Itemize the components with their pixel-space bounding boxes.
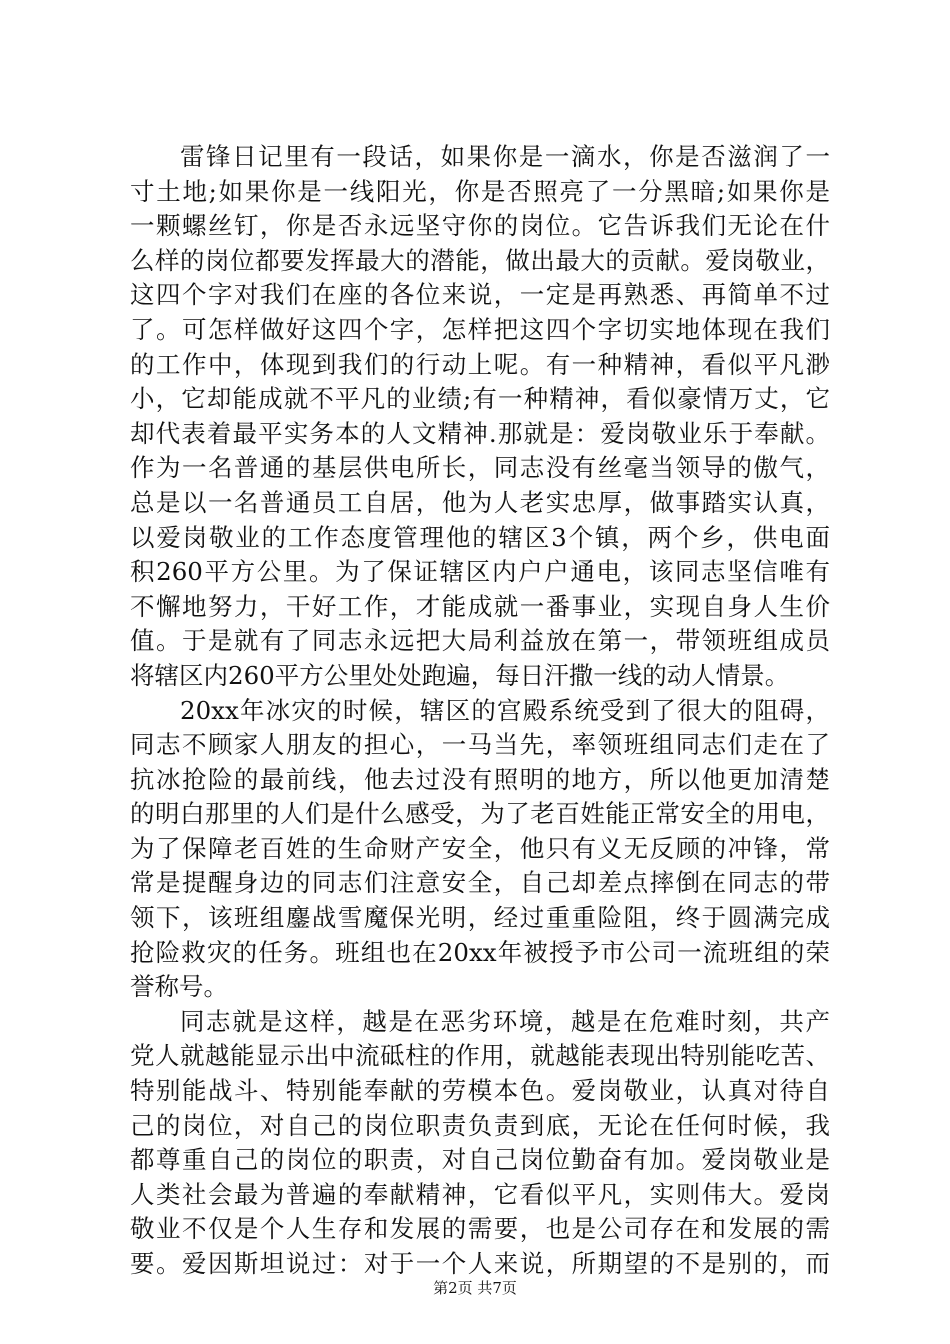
text-line: 都尊重自己的岗位的职责，对自己岗位勤奋有加。爱岗敬业是	[130, 1145, 830, 1175]
text-line: 常是提醒身边的同志们注意安全，自己却差点摔倒在同志的带	[130, 868, 830, 898]
text-line: 了。可怎样做好这四个字，怎样把这四个字切实地体现在我们	[130, 314, 830, 344]
text-line: 作为一名普通的基层供电所长，同志没有丝毫当领导的傲气，	[130, 453, 830, 483]
text-line: 值。于是就有了同志永远把大局利益放在第一，带领班组成员	[130, 626, 830, 656]
text-line: 党人就越能显示出中流砥柱的作用，就越能表现出特别能吃苦、	[130, 1041, 830, 1071]
text-line: 雷锋日记里有一段话，如果你是一滴水，你是否滋润了一	[180, 142, 830, 171]
text-line: 寸土地;如果你是一线阳光，你是否照亮了一分黑暗;如果你是	[130, 176, 830, 206]
text-line: 不懈地努力，干好工作，才能成就一番事业，实现自身人生价	[130, 591, 830, 621]
text-line: 同志不顾家人朋友的担心，一马当先，率领班组同志们走在了	[130, 730, 830, 760]
text-line: 以爱岗敬业的工作态度管理他的辖区3个镇，两个乡，供电面	[130, 522, 830, 552]
text-line: 20xx年冰灾的时候，辖区的宫殿系统受到了很大的阻碍，	[180, 695, 830, 725]
text-line: 这四个字对我们在座的各位来说，一定是再熟悉、再简单不过	[130, 280, 830, 310]
paragraph-1	[130, 140, 830, 694]
text-line: 同志就是这样，越是在恶劣环境，越是在危难时刻，共产	[180, 1006, 830, 1036]
text-line: 将辖区内260平方公里处处跑遍，每日汗撒一线的动人情景。	[130, 660, 790, 690]
text-line: 么样的岗位都要发挥最大的潜能，做出最大的贡献。爱岗敬业，	[130, 245, 830, 275]
text-line: 却代表着最平实务本的人文精神.那就是：爱岗敬业乐于奉献。	[130, 418, 830, 448]
text-line: 的工作中，体现到我们的行动上呢。有一种精神，看似平凡渺	[130, 349, 830, 379]
text-line: 为了保障老百姓的生命财产安全，他只有义无反顾的冲锋，常	[130, 833, 830, 863]
document-body	[130, 140, 830, 1282]
text-line: 特别能战斗、特别能奉献的劳模本色。爱岗敬业，认真对待自	[130, 1076, 830, 1106]
text-line: 抢险救灾的任务。班组也在20xx年被授予市公司一流班组的荣	[130, 937, 830, 967]
text-line: 积260平方公里。为了保证辖区内户户通电，该同志坚信唯有	[130, 557, 830, 587]
text-line: 总是以一名普通员工自居，他为人老实忠厚，做事踏实认真，	[130, 487, 830, 517]
text-line: 一颗螺丝钉，你是否永远坚守你的岗位。它告诉我们无论在什	[130, 211, 830, 241]
text-line: 己的岗位，对自己的岗位职责负责到底，无论在任何时候，我	[130, 1110, 830, 1140]
text-line: 要。爱因斯坦说过：对于一个人来说，所期望的不是别的，而	[130, 1249, 830, 1278]
page-number-footer: 第2页 共7页	[433, 1279, 517, 1297]
paragraph-2	[130, 694, 830, 1005]
text-line: 领下，该班组鏖战雪魔保光明，经过重重险阻，终于圆满完成	[130, 903, 830, 933]
text-line: 抗冰抢险的最前线，他去过没有照明的地方，所以他更加清楚	[130, 764, 830, 794]
text-line: 人类社会最为普遍的奉献精神，它看似平凡，实则伟大。爱岗	[130, 1179, 830, 1209]
text-line: 誉称号。	[130, 972, 228, 1002]
text-line: 的明白那里的人们是什么感受，为了老百姓能正常安全的用电，	[130, 799, 830, 829]
text-line: 敬业不仅是个人生存和发展的需要，也是公司存在和发展的需	[130, 1214, 830, 1244]
paragraph-3	[130, 1005, 830, 1282]
text-line: 小，它却能成就不平凡的业绩;有一种精神，看似豪情万丈，它	[130, 384, 830, 414]
